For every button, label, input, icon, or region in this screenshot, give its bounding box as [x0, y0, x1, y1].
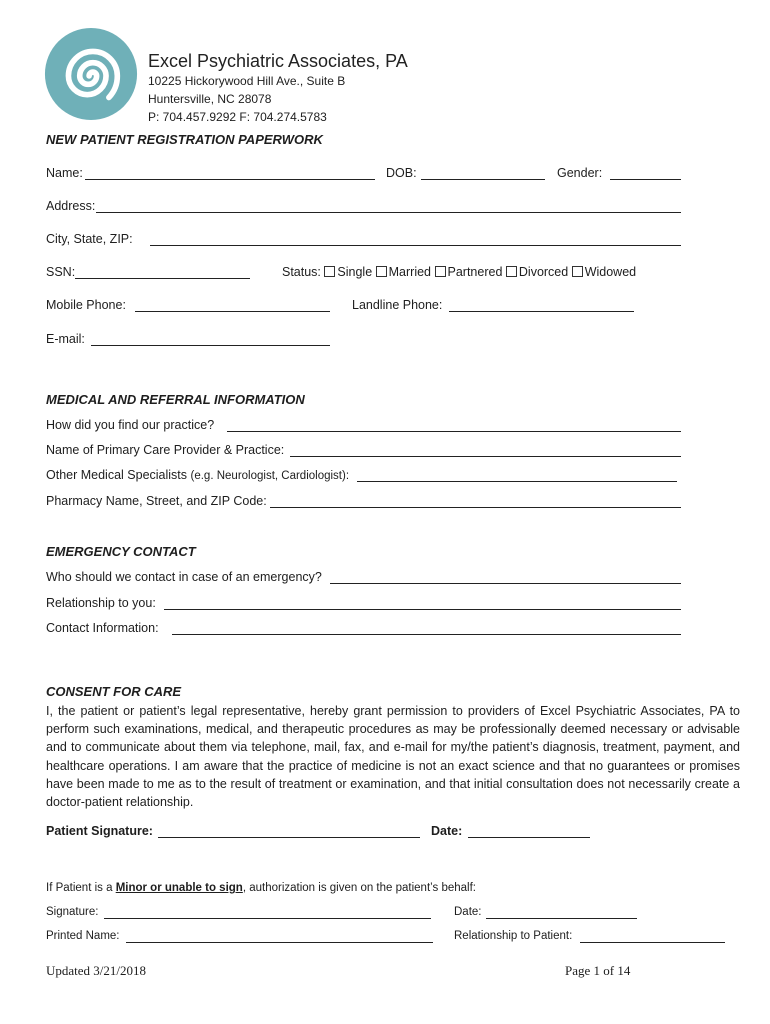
- printed-name-label: Printed Name:: [46, 930, 120, 942]
- printed-name-field[interactable]: [126, 942, 433, 943]
- mobile-phone-field[interactable]: [135, 311, 330, 312]
- guardian-intro-emphasis: Minor or unable to sign: [115, 882, 243, 894]
- phone-fax: P: 704.457.9292 F: 704.274.5783: [148, 110, 327, 124]
- checkbox-icon[interactable]: [572, 266, 583, 277]
- specialists-hint: (e.g. Neurologist, Cardiologist):: [190, 470, 350, 482]
- status-option-partnered[interactable]: Partnered: [435, 265, 503, 279]
- registration-title: NEW PATIENT REGISTRATION PAPERWORK: [46, 132, 323, 147]
- spiral-logo-icon: [44, 27, 138, 121]
- found-practice-label: How did you find our practice?: [46, 418, 215, 432]
- status-group: [282, 265, 636, 279]
- pcp-label: Name of Primary Care Provider & Practice:: [46, 443, 285, 457]
- dob-label: DOB:: [386, 166, 417, 180]
- pcp-field[interactable]: [290, 456, 681, 457]
- page-number: Page 1 of 14: [565, 963, 631, 978]
- contact-info-label: Contact Information:: [46, 621, 159, 635]
- specialists-label: Other Medical Specialists (e.g. Neurologist, Cardiologist):: [46, 468, 350, 482]
- city-state-zip-label: City, State, ZIP:: [46, 232, 133, 246]
- landline-phone-label: Landline Phone:: [352, 298, 443, 312]
- guardian-relationship-field[interactable]: [580, 942, 725, 943]
- consent-text: I, the patient or patient’s legal representative, hereby grant permission to providers of Excel Psychiatric Associates, PA to perform such examinations, medical, and therapeutic procedures as may be professionally deemed necessary or advisable and to communicate about them via telephone, mail, fax, and e-mail for my/the patient’s diagnosis, treatment, payment, and healthcare operations. I am aware that the practice of medicine is not an exact science and that no guarantees or promises have been made to me as to the result of treatment or examination, and that initial consultation does not necessarily create a doctor-patient relationship.: [46, 704, 740, 810]
- guardian-date-field[interactable]: [486, 918, 637, 919]
- guardian-relationship-label: Relationship to Patient:: [454, 930, 573, 942]
- address-field[interactable]: [96, 212, 681, 213]
- landline-phone-field[interactable]: [449, 311, 634, 312]
- specialists-field[interactable]: [357, 481, 677, 482]
- pharmacy-label: Pharmacy Name, Street, and ZIP Code:: [46, 494, 267, 508]
- found-practice-field[interactable]: [227, 431, 681, 432]
- guardian-signature-field[interactable]: [104, 918, 431, 919]
- email-label: E-mail:: [46, 332, 85, 346]
- emergency-who-field[interactable]: [330, 583, 681, 584]
- updated-date: Updated 3/21/2018: [46, 963, 147, 978]
- mobile-phone-label: Mobile Phone:: [46, 298, 126, 312]
- name-label: Name:: [46, 166, 83, 180]
- emergency-title: EMERGENCY CONTACT: [46, 544, 196, 559]
- status-option-divorced[interactable]: Divorced: [506, 265, 568, 279]
- company-name: Excel Psychiatric Associates, PA: [148, 51, 408, 71]
- contact-info-field[interactable]: [172, 634, 681, 635]
- guardian-date-label: Date:: [454, 906, 482, 918]
- address-line-1: 10225 Hickorywood Hill Ave., Suite B: [148, 74, 346, 88]
- email-field[interactable]: [91, 345, 330, 346]
- emergency-who-label: Who should we contact in case of an emergency?: [46, 570, 322, 584]
- gender-field[interactable]: [610, 179, 681, 180]
- address-line-2: Huntersville, NC 28078: [148, 92, 272, 106]
- status-option-widowed[interactable]: Widowed: [572, 265, 636, 279]
- patient-signature-label: Patient Signature:: [46, 824, 153, 838]
- guardian-signature-label: Signature:: [46, 906, 99, 918]
- checkbox-icon[interactable]: [324, 266, 335, 277]
- name-field[interactable]: [85, 179, 375, 180]
- ssn-field[interactable]: [75, 278, 250, 279]
- patient-signature-field[interactable]: [158, 837, 420, 838]
- status-option-single[interactable]: Single: [324, 265, 372, 279]
- dob-field[interactable]: [421, 179, 545, 180]
- patient-date-field[interactable]: [468, 837, 590, 838]
- medical-title: MEDICAL AND REFERRAL INFORMATION: [46, 392, 305, 407]
- address-label: Address:: [46, 199, 96, 213]
- patient-date-label: Date:: [431, 824, 463, 838]
- checkbox-icon[interactable]: [435, 266, 446, 277]
- checkbox-icon[interactable]: [506, 266, 517, 277]
- gender-label: Gender:: [557, 166, 603, 180]
- guardian-intro: If Patient is a Minor or unable to sign, authorization is given on the patient’s behalf:: [46, 882, 476, 894]
- ssn-label: SSN:: [46, 265, 76, 279]
- relationship-label: Relationship to you:: [46, 596, 156, 610]
- pharmacy-field[interactable]: [270, 507, 681, 508]
- city-state-zip-field[interactable]: [150, 245, 681, 246]
- status-label: Status:: [282, 265, 321, 279]
- status-option-married[interactable]: Married: [376, 265, 431, 279]
- relationship-field[interactable]: [164, 609, 681, 610]
- checkbox-icon[interactable]: [376, 266, 387, 277]
- consent-title: CONSENT FOR CARE: [46, 684, 182, 699]
